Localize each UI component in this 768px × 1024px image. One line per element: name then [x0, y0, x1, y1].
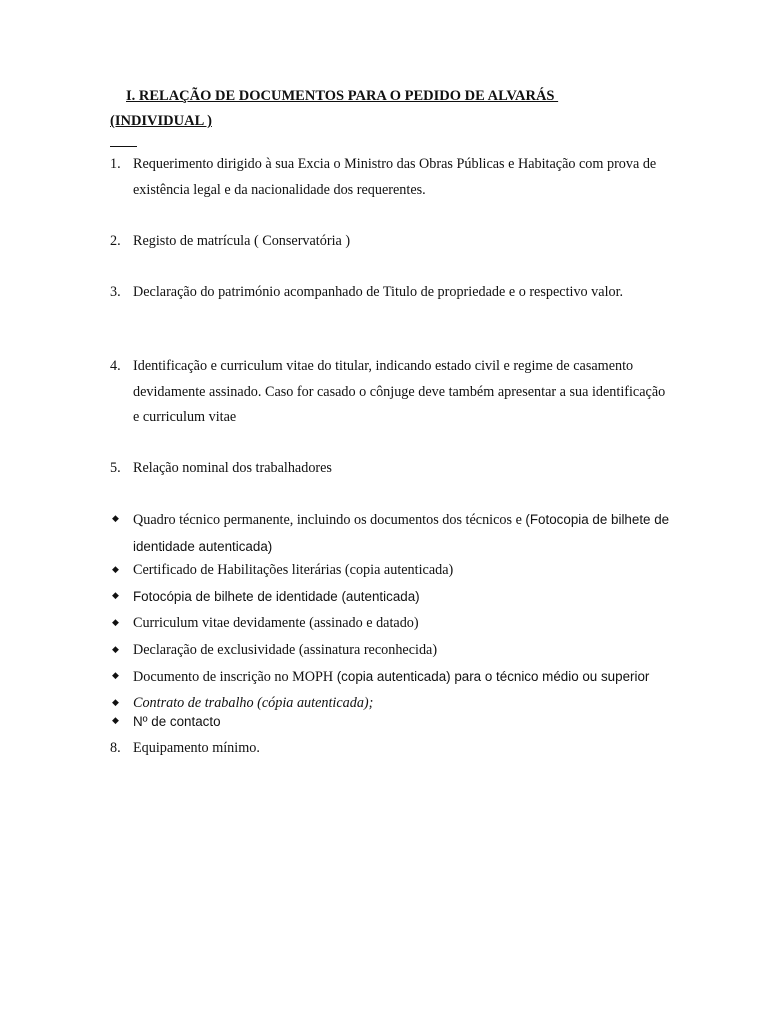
item-number: 1.: [110, 156, 121, 172]
diamond-bullet-icon: ◆: [112, 645, 119, 655]
bullet-item-contacto: [110, 709, 670, 735]
item-text: Declaração do património acompanhado de Titulo de propriedade e o respectivo valor.: [133, 284, 624, 300]
bullet-text: Certificado de Habilitações literárias (copia autenticada): [133, 562, 454, 578]
bullet-item-fotocopia: [110, 584, 670, 610]
item-number: 3.: [110, 284, 121, 300]
diamond-bullet-icon: ◆: [112, 698, 119, 708]
item-number: 5.: [110, 460, 121, 476]
bullet-item-documento-inscricao: [110, 664, 670, 691]
diamond-bullet-icon: ◆: [112, 591, 119, 601]
bullet-item-declaracao: [110, 638, 670, 664]
list-item-3: [110, 280, 670, 306]
bullet-text-sans: (Fotocopia de bilhete de identidade autenticada): [133, 512, 670, 554]
diamond-bullet-icon: ◆: [112, 514, 119, 524]
bullet-text-sans: (copia autenticada) para o técnico médio ou superior: [336, 669, 650, 684]
short-rule: [110, 146, 137, 147]
item-text: Relação nominal dos trabalhadores: [133, 460, 332, 476]
bullet-text: Nº de contacto: [133, 714, 221, 729]
item-number: 4.: [110, 358, 121, 374]
title-line-1: I. RELAÇÃO DE DOCUMENTOS PARA O PEDIDO DE ALVARÁS: [126, 88, 555, 104]
item-number: 2.: [110, 233, 121, 249]
bullet-text: Fotocópia de bilhete de identidade (autenticada): [133, 589, 420, 604]
list-item-4: [110, 354, 670, 431]
diamond-bullet-icon: ◆: [112, 716, 119, 726]
bullet-text: Contrato de trabalho (cópia autenticada);: [133, 695, 374, 711]
bullet-text-serif: Documento de inscrição no MOPH: [133, 669, 337, 685]
document-subtitle: (INDIVIDUAL ): [110, 113, 212, 129]
bullet-text: [133, 507, 670, 560]
diamond-bullet-icon: ◆: [112, 618, 119, 628]
bullet-text: [133, 664, 670, 691]
bullet-text: Curriculum vitae devidamente (assinado e datado): [133, 615, 419, 631]
item-text: Equipamento mínimo.: [133, 740, 260, 756]
document-title: [110, 84, 558, 108]
list-item-2: [110, 229, 670, 255]
item-text: Identificação e curriculum vitae do titular, indicando estado civil e regime de casamento devidamente assinado. Caso for casado o cônjuge deve também apresentar a sua identificação e curriculum vitae: [133, 358, 666, 425]
diamond-bullet-icon: ◆: [112, 671, 119, 681]
bullet-item-curriculum: [110, 611, 670, 637]
list-item-8: [110, 736, 670, 762]
item-text: Registo de matrícula ( Conservatória ): [133, 233, 351, 249]
bullet-item-certificado: [110, 558, 670, 584]
item-text: Requerimento dirigido à sua Excia o Ministro das Obras Públicas e Habitação com prova de existência legal e da nacionalidade dos requerentes.: [133, 156, 657, 198]
bullet-text-serif: Quadro técnico permanente, incluindo os documentos dos técnicos e: [133, 512, 526, 528]
item-number: 8.: [110, 740, 121, 756]
diamond-bullet-icon: ◆: [112, 565, 119, 575]
list-item-1: [110, 152, 670, 203]
bullet-text: Declaração de exclusividade (assinatura reconhecida): [133, 642, 438, 658]
list-item-5: [110, 456, 670, 482]
bullet-item-quadro-tecnico: [110, 507, 670, 560]
